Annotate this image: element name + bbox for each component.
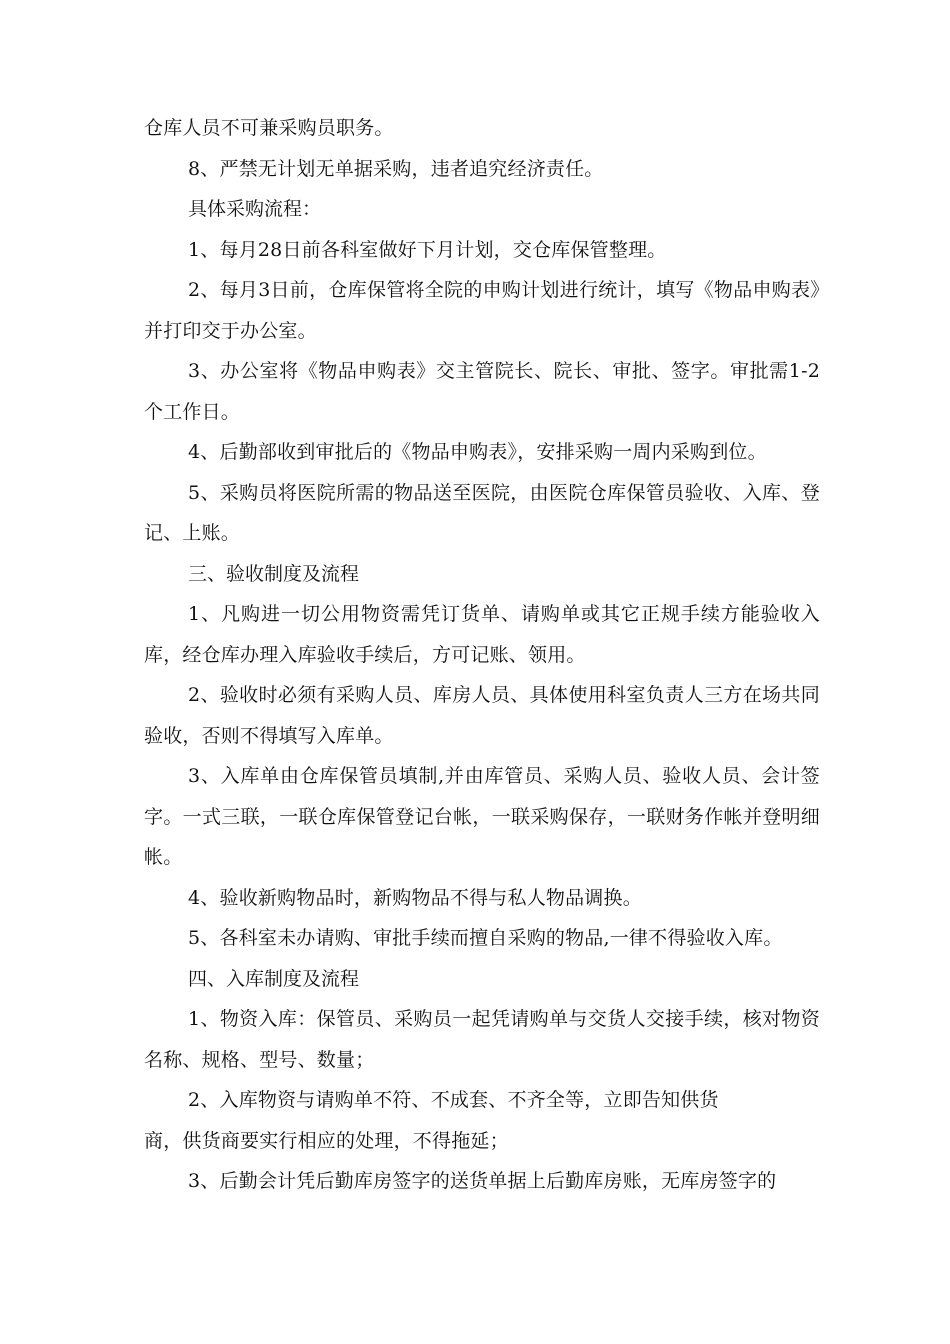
section-heading-warehousing: 四、入库制度及流程 xyxy=(188,967,360,990)
section-heading-acceptance: 三、验收制度及流程 xyxy=(188,562,360,585)
paragraph-acceptance-3: 3、入库单由仓库保管员填制,并由库管员、采购人员、验收人员、会计签字。一式三联，一联仓库保管登记台帐，一联采购保存，一联财务作帐并登明细帐。 xyxy=(144,765,820,868)
paragraph-acceptance-4: 4、验收新购物品时，新购物品不得与私人物品调换。 xyxy=(188,886,642,909)
paragraph-acceptance-5: 5、各科室未办请购、审批手续而擅自采购的物品,一律不得验收入库。 xyxy=(188,927,783,949)
document-body xyxy=(144,108,820,1202)
paragraph-warehousing-2-line2: 商，供货商要实行相应的处理，不得拖延； xyxy=(144,1129,509,1152)
paragraph-acceptance-1: 1、凡购进一切公用物资需凭订货单、请购单或其它正规手续方能验收入库，经仓库办理入库验收手续后，方可记账、领用。 xyxy=(144,603,820,666)
paragraph-warehousing-2-line1: 2、入库物资与请购单不符、不成套、不齐全等，立即告知供货 xyxy=(188,1089,719,1111)
paragraph-acceptance-2: 2、验收时必须有采购人员、库房人员、具体使用科室负责人三方在场共同验收，否则不得填写入库单。 xyxy=(144,684,820,747)
paragraph-process-1: 1、每月28日前各科室做好下月计划，交仓库保管整理。 xyxy=(188,238,667,261)
paragraph-rule-8: 8、严禁无计划无单据采购，违者追究经济责任。 xyxy=(188,157,604,180)
paragraph-warehousing-3: 3、后勤会计凭后勤库房签字的送货单据上后勤库房账，无库房签字的 xyxy=(188,1170,777,1192)
paragraph-process-2: 2、每月3日前，仓库保管将全院的申购计划进行统计，填写《物品申购表》并打印交于办公室。 xyxy=(144,279,820,342)
paragraph-process-5: 5、采购员将医院所需的物品送至医院，由医院仓库保管员验收、入库、登记、上账。 xyxy=(144,481,820,544)
subheading-purchase-process: 具体采购流程： xyxy=(188,198,322,220)
paragraph-continuation: 仓库人员不可兼采购员职务。 xyxy=(144,117,394,139)
paragraph-process-3: 3、办公室将《物品申购表》交主管院长、院长、审批、签字。审批需1-2个工作日。 xyxy=(144,360,820,423)
paragraph-process-4: 4、后勤部收到审批后的《物品申购表》，安排采购一周内采购到位。 xyxy=(188,441,767,463)
paragraph-warehousing-1: 1、物资入库：保管员、采购员一起凭请购单与交货人交接手续，核对物资名称、规格、型号、数量； xyxy=(144,1008,820,1071)
